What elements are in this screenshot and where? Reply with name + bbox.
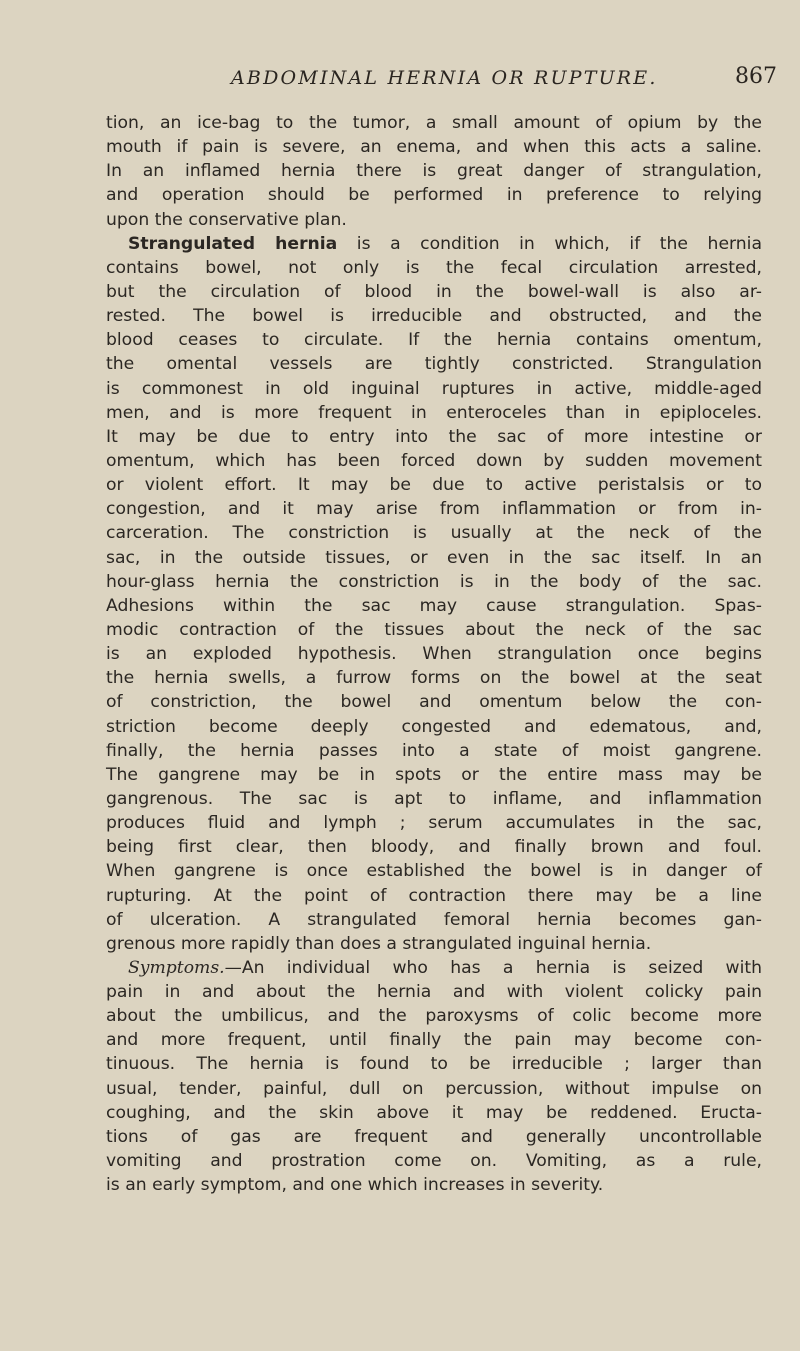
- text-line: gangrenous. The sac is apt to inflame, and inflammation: [106, 788, 762, 809]
- text-line: carceration. The constriction is usually at the neck of the: [106, 523, 762, 544]
- text-line: coughing, and the skin above it may be reddened. Eructa-: [106, 1102, 762, 1123]
- text-line: The gangrene may be in spots or the entire mass may be: [106, 764, 762, 785]
- text-line: upon the conservative plan.: [106, 209, 347, 230]
- text-line: blood ceases to circulate. If the hernia contains omentum,: [106, 330, 762, 351]
- text-line: modic contraction of the tissues about the neck of the sac: [106, 619, 762, 640]
- text-line: men, and is more frequent in enteroceles than in epiploceles.: [106, 402, 762, 423]
- text-line: omentum, which has been forced down by sudden movement: [106, 450, 762, 471]
- text-line: tinuous. The hernia is found to be irreducible ; larger than: [106, 1054, 762, 1075]
- text-span: is a condition in which, if the hernia: [337, 233, 762, 254]
- text-line: tions of gas are frequent and generally uncontrollable: [106, 1126, 762, 1147]
- text-line: is an exploded hypothesis. When strangulation once begins: [106, 644, 762, 665]
- text-line: [106, 956, 762, 980]
- text-line: or violent effort. It may be due to active peristalsis or to: [106, 475, 762, 496]
- text-line: mouth if pain is severe, an enema, and when this acts a saline.: [106, 137, 762, 158]
- text-span: —An individual who has a hernia is seized with: [224, 957, 762, 978]
- text-line: but the circulation of blood in the bowel-wall is also ar-: [106, 281, 762, 302]
- text-line: of ulceration. A strangulated femoral hernia becomes gan-: [106, 909, 762, 930]
- text-line: is an early symptom, and one which increases in severity.: [106, 1175, 604, 1196]
- text-line: about the umbilicus, and the paroxysms of colic become more: [106, 1006, 762, 1027]
- text-line: vomiting and prostration come on. Vomiting, as a rule,: [106, 1151, 762, 1172]
- text-line: grenous more rapidly than does a strangulated inguinal hernia.: [106, 933, 652, 954]
- body-text: [106, 111, 762, 1197]
- text-line: pain in and about the hernia and with violent colicky pain: [106, 982, 762, 1003]
- text-line: [106, 232, 762, 256]
- text-line: usual, tender, painful, dull on percussion, without impulse on: [106, 1078, 762, 1099]
- running-head: ABDOMINAL HERNIA OR RUPTURE.: [231, 67, 658, 89]
- text-line: When gangrene is once established the bowel is in danger of: [106, 861, 762, 882]
- text-line: rested. The bowel is irreducible and obstructed, and the: [106, 306, 762, 327]
- text-line: It may be due to entry into the sac of more intestine or: [106, 426, 762, 447]
- text-line: tion, an ice-bag to the tumor, a small amount of opium by the: [106, 113, 762, 133]
- text-line: congestion, and it may arise from inflammation or from in-: [106, 499, 762, 520]
- text-line: contains bowel, not only is the fecal circulation arrested,: [106, 257, 762, 278]
- text-line: striction become deeply congested and edematous, and,: [106, 716, 762, 737]
- text-line: and more frequent, until finally the pain may become con-: [106, 1030, 762, 1051]
- text-line: finally, the hernia passes into a state of moist gangrene.: [106, 740, 762, 761]
- text-line: rupturing. At the point of contraction there may be a line: [106, 885, 762, 906]
- text-line: produces fluid and lymph ; serum accumulates in the sac,: [106, 813, 762, 834]
- section-lead-strangulated-hernia: Strangulated hernia: [128, 233, 338, 254]
- text-line: the hernia swells, a furrow forms on the bowel at the seat: [106, 668, 762, 689]
- text-line: the omental vessels are tightly constricted. Strangulation: [106, 354, 762, 375]
- text-line: Adhesions within the sac may cause strangulation. Spas-: [106, 595, 762, 616]
- text-line: and operation should be performed in preference to relying: [106, 185, 762, 206]
- text-line: hour-glass hernia the constriction is in the body of the sac.: [106, 571, 762, 592]
- section-lead-symptoms: Symptoms.: [128, 957, 225, 978]
- text-line: In an inflamed hernia there is great danger of strangulation,: [106, 161, 762, 182]
- text-line: sac, in the outside tissues, or even in the sac itself. In an: [106, 547, 762, 568]
- text-line: of constriction, the bowel and omentum below the con-: [106, 692, 762, 713]
- page-number: 867: [735, 64, 777, 89]
- text-line: being first clear, then bloody, and finally brown and foul.: [106, 837, 762, 858]
- text-line: is commonest in old inguinal ruptures in active, middle-aged: [106, 378, 762, 399]
